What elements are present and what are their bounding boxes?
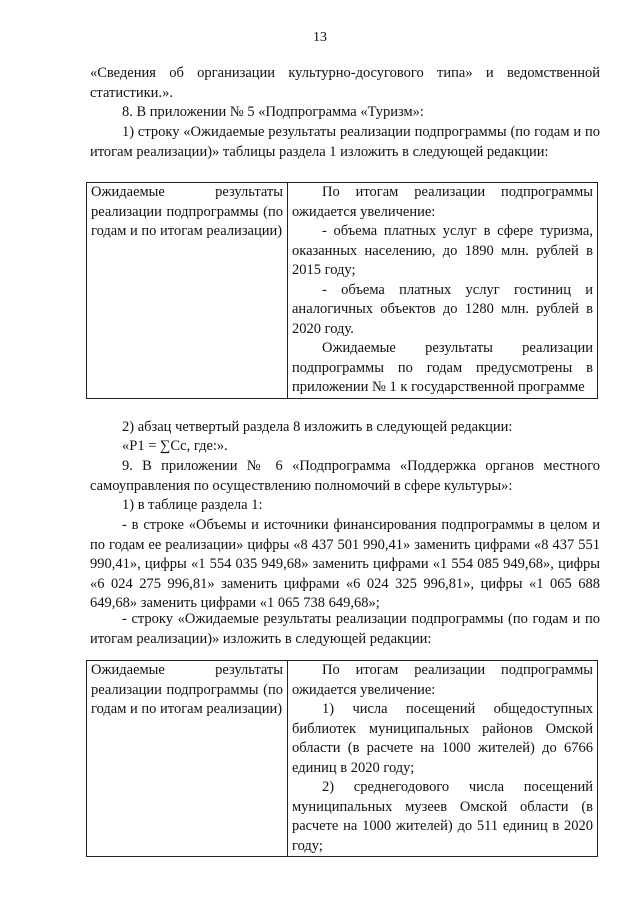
results-table-tourism: [86, 182, 598, 399]
table-cell-label: Ожидаемые результаты реализации подпрограммы (по годам и по итогам реализации): [87, 183, 288, 399]
item-9-1-paragraph: 1) в таблице раздела 1:: [122, 497, 263, 513]
cell-paragraph: По итогам реализации подпрограммы ожидается увеличение:: [292, 662, 593, 698]
intro-paragraph: «Сведения об организации культурно-досугового типа» и ведомственной статистики.».: [90, 65, 600, 101]
results-table-local-government: [86, 660, 598, 857]
item-9-heading: 9. В приложении № 6 «Подпрограмма «Поддержка органов местного самоуправления по осуществлению полномочий в сфере культуры»:: [90, 458, 600, 494]
item-9-1a-paragraph: - в строке «Объемы и источники финансирования подпрограммы в целом и по годам ее реализации» цифры «8 437 501 990,41» заменить цифрами «8 437 551 990,41», цифры «1 554 035 949,68» заменить цифрами «1 554 085 949,68», цифры «6 024 275 996,81» заменить цифрами «6 024 325 996,81», цифры «1 065 688 649,68» заменить цифрами «1 065 738 649,68»;: [90, 517, 600, 611]
page-number: 13: [313, 30, 327, 45]
table-row: [87, 183, 598, 399]
table-cell-content: [288, 183, 598, 399]
cell-paragraph: 2) среднегодового числа посещений муниципальных музеев Омской области (в расчете на 1000 жителей) до 511 единиц в 2020 году;: [292, 779, 593, 854]
table-cell-content: [288, 661, 598, 857]
item-9-1b-paragraph: - строку «Ожидаемые результаты реализации подпрограммы (по годам и по итогам реализации)» изложить в следующей редакции:: [90, 611, 600, 647]
item-8-heading: 8. В приложении № 5 «Подпрограмма «Туризм»:: [122, 104, 424, 120]
cell-paragraph: Ожидаемые результаты реализации подпрограммы по годам предусмотрены в приложении № 1 к государственной программе: [292, 340, 593, 395]
table-row: [87, 661, 598, 857]
item-8-1-paragraph: 1) строку «Ожидаемые результаты реализации подпрограммы (по годам и по итогам реализации)» таблицы раздела 1 изложить в следующей редакции:: [90, 124, 600, 160]
cell-paragraph: - объема платных услуг гостиниц и аналогичных объектов до 1280 млн. рублей в 2020 году.: [292, 281, 593, 337]
cell-paragraph: По итогам реализации подпрограммы ожидается увеличение:: [292, 184, 593, 220]
cell-paragraph: 1) числа посещений общедоступных библиотек муниципальных районов Омской области (в расчете на 1000 жителей) до 6766 единиц в 2020 году;: [292, 701, 593, 776]
item-8-2-paragraph: 2) абзац четвертый раздела 8 изложить в следующей редакции:: [122, 419, 513, 435]
cell-paragraph: - объема платных услуг в сфере туризма, оказанных населению, до 1890 млн. рублей в 2015 году;: [292, 223, 593, 278]
table-cell-label: Ожидаемые результаты реализации подпрограммы (по годам и по итогам реализации): [87, 661, 288, 857]
formula-line: «Р1 = ∑Сс, где:».: [122, 438, 228, 454]
